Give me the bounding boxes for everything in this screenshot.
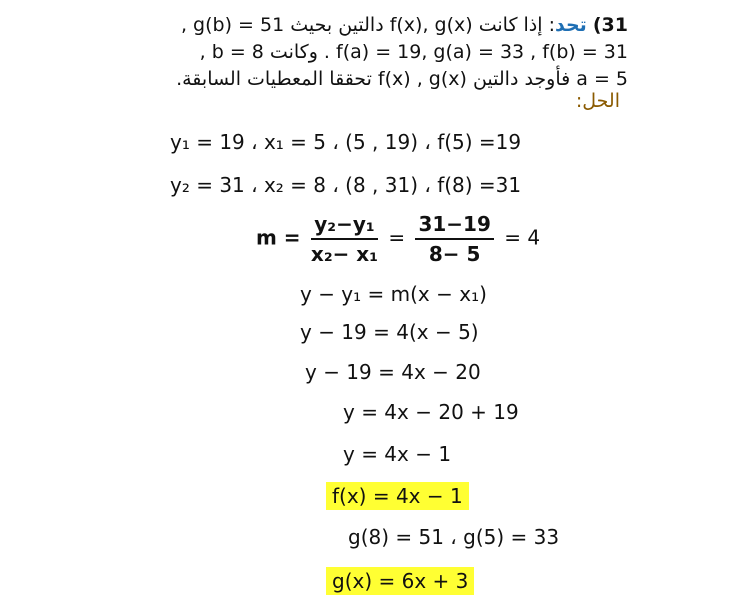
step-10-text: g(8) = 51 ، g(5) = 33 — [348, 525, 560, 549]
problem-line-2: f(a) = 19, g(a) = 33 , f(b) = 31 . وكانت b = 8 , — [199, 41, 628, 63]
result-f-text: f(x) = 4x − 1 — [326, 482, 469, 510]
problem-line-1 — [68, 12, 628, 39]
step-1-text: y₁ = 19 ، x₁ = 5 ، (5 , 19) ، f(5) =19 — [170, 130, 522, 154]
problem-number: 31) — [592, 14, 628, 36]
slope-fraction-symbolic — [311, 212, 378, 266]
problem-text-1: : إذا كانت f(x), g(x) دالتين بحيث g(b) = 51 , — [180, 14, 555, 36]
slope-fraction-numeric — [415, 212, 493, 266]
slope-numerator: y₂−y₁ — [311, 212, 378, 240]
step-7-text: y = 4x − 20 + 19 — [343, 400, 519, 424]
result-g-text: g(x) = 6x + 3 — [326, 567, 474, 595]
problem-tag: تحد — [555, 14, 587, 36]
problem-statement — [68, 12, 628, 93]
step-2-text: y₂ = 31 ، x₂ = 8 ، (8 , 31) ، f(8) =31 — [170, 173, 522, 197]
step-5-text: y − 19 = 4(x − 5) — [300, 320, 479, 344]
slope-numerator-numeric: 31−19 — [415, 212, 493, 240]
step-8-text: y = 4x − 1 — [343, 442, 452, 466]
slope-denominator: x₂− x₁ — [310, 242, 378, 266]
slope-result: = 4 — [504, 225, 541, 250]
slope-equals: = — [388, 225, 406, 250]
problem-line-3: a = 5 فأوجد دالتين f(x) , g(x) تحققا المعطيات السابقة. — [176, 68, 628, 90]
step-6-text: y − 19 = 4x − 20 — [305, 360, 481, 384]
slope-denominator-numeric: 8− 5 — [428, 242, 481, 266]
step-4-text: y − y₁ = m(x − x₁) — [300, 282, 487, 306]
slope-m: m = — [256, 225, 301, 250]
solution-label: الحل: — [575, 90, 620, 112]
